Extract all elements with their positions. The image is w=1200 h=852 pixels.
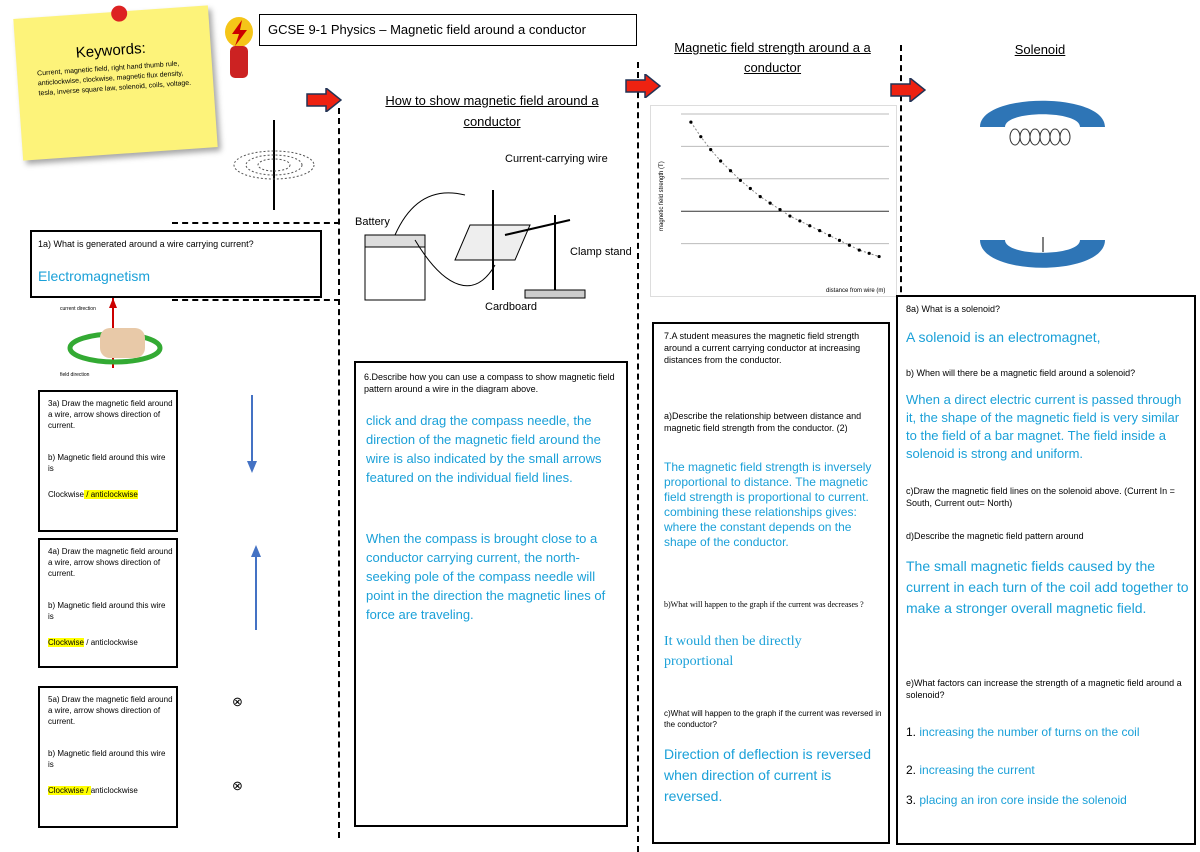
q7-c: c)What will happen to the graph if the current was reversed in the conductor? [664,709,882,729]
data-point [858,248,861,251]
q7-intro: 7.A student measures the magnetic field strength around a current carrying conductor at increasing distances from the conductor. [664,331,861,365]
q7-c-answer[interactable]: Direction of deflection is reversed when direction of current is reversed. [664,746,871,804]
q7-a: a)Describe the relationship between distance and magnetic field strength from the conductor. (2) [664,411,862,433]
q4-a: 4a) Draw the magnetic field around a wire, arrow shows direction of current. [48,547,173,578]
label-clamp: Clamp stand [570,246,632,258]
trend-line [691,122,879,256]
pin-icon [111,5,128,22]
data-point [759,195,762,198]
col3-title: Magnetic field strength around a a conductor [674,40,871,75]
label-wire: Current-carrying wire [505,153,608,165]
q8-c: c)Draw the magnetic field lines on the solenoid above. (Current In = South, Current out= North) [906,486,1175,508]
q6-answer-2[interactable]: When the compass is brought close to a conductor carrying current, the north-seeking pole of the compass needle will point in the direction the magnetic lines of force are traveling. [366,531,606,622]
x-axis-label: distance from wire (m) [826,288,886,294]
q8-factor-2: 2. increasing the current [906,763,1035,777]
q8-a-answer[interactable]: A solenoid is an electromagnet, [906,329,1101,345]
current-into-page-icon: ⊗ [232,778,243,793]
q3-a: 3a) Draw the magnetic field around a wire, arrow shows direction of current. [48,399,173,430]
q4-box [38,538,178,668]
q5-clockwise[interactable]: Clockwise [48,786,85,795]
q1-answer[interactable]: Electromagnetism [38,268,151,284]
q8-box [896,295,1196,845]
q5-box [38,686,178,828]
col4-title: Solenoid [1014,42,1066,57]
data-point [798,219,801,222]
label-current-direction: current direction [60,306,96,312]
q8-e: e)What factors can increase the strength of a magnetic field around a solenoid? [906,678,1182,700]
data-point [788,214,791,217]
chart-frame [650,105,897,297]
divider-1 [338,108,340,838]
q7-box [652,322,890,844]
q5-a: 5a) Draw the magnetic field around a wire, arrow shows direction of current. [48,695,173,726]
q5-b: b) Magnetic field around this wire is [48,749,166,769]
arrow-right-icon [890,78,926,102]
data-point [709,148,712,151]
y-axis-label: magnetic field strength (T) [659,161,665,231]
q7-a-answer[interactable]: The magnetic field strength is inversely proportional to distance. The magnetic field strength is proportional to current. combining these relationships gives: where the constant depends on the shape of the conductor. [664,460,872,549]
q4-b: b) Magnetic field around this wire is [48,601,166,621]
data-point [729,169,732,172]
data-point [868,252,871,255]
q6-question: 6.Describe how you can use a compass to show magnetic field pattern around a wire in the diagram above. [364,372,615,394]
data-point [848,244,851,247]
keywords-note [13,5,217,160]
data-point [808,224,811,227]
data-point [778,208,781,211]
flash-logo-icon [222,14,256,80]
divider-h [172,222,340,224]
q7-b: b)What will happen to the graph if the current was decreases ? [664,600,864,609]
apparatus-diagram [355,150,635,320]
current-into-page-icon: ⊗ [232,694,243,709]
current-down-arrow [244,395,260,475]
q3-options: Clockwise / anticlockwise [48,490,138,499]
q8-d: d)Describe the magnetic field pattern around [906,531,1084,541]
label-field-direction: field direction [60,372,90,378]
q3-box [38,390,178,532]
divider-2 [637,62,639,852]
keywords-text: Current, magnetic field, right hand thumb rule, anticlockwise, clockwise, magnetic flux density, tesla, inverse square law, solenoid, coils, voltage. [36,60,192,98]
q6-answer-1[interactable]: click and drag the compass needle, the direction of the magnetic field around the wire is also indicated by the small arrows featured on the individual field lines. [366,413,602,485]
q1-question: 1a) What is generated around a wire carrying current? [38,239,254,249]
solenoid-diagram [975,92,1110,272]
page-title-box [259,14,637,46]
q1-box [30,230,322,298]
q8-factor-3: 3. placing an iron core inside the solenoid [906,793,1127,807]
data-point [828,234,831,237]
q3-anticlockwise[interactable]: anticlockwise [90,490,138,499]
q3-b: b) Magnetic field around this wire is [48,453,166,473]
keywords-title: Keywords: [75,39,147,62]
data-point [689,121,692,124]
col2-title: How to show magnetic field around a conductor [385,93,599,129]
q4-options: Clockwise / anticlockwise [48,638,138,647]
data-point [838,239,841,242]
label-battery: Battery [355,216,390,228]
data-point [739,179,742,182]
q6-box [354,361,628,827]
q5-anticlockwise[interactable]: anticlockwise [90,786,138,795]
right-hand-rule-diagram [60,298,170,383]
data-point [877,255,880,258]
q8-b: b) When will there be a magnetic field around a solenoid? [906,368,1136,378]
arrow-right-icon [306,88,342,112]
data-point [769,202,772,205]
data-point [719,159,722,162]
q8-d-answer[interactable]: The small magnetic fields caused by the current in each turn of the coil add together to make a stronger overall magnetic field. [906,558,1189,616]
q3-clockwise[interactable]: Clockwise [48,490,85,499]
data-point [818,229,821,232]
q4-anticlockwise[interactable]: anticlockwise [90,638,138,647]
field-strength-chart [651,106,896,296]
q8-factor-1: 1. increasing the number of turns on the coil [906,725,1140,739]
q8-a: 8a) What is a solenoid? [906,304,1001,314]
q5-options: Clockwise / anticlockwise [48,786,138,795]
field-rings-diagram [228,115,328,215]
label-cardboard: Cardboard [485,301,537,313]
data-point [749,187,752,190]
current-up-arrow [248,545,264,630]
divider-h2 [172,299,340,301]
q4-clockwise[interactable]: Clockwise [48,638,85,647]
q8-b-answer[interactable]: When a direct electric current is passed through it, the shape of the magnetic field is very similar to the field of a bar magnet. The field inside a solenoid is strong and uniform. [906,392,1182,461]
q7-b-answer[interactable]: It would then be directly proportional [664,634,802,669]
data-point [699,135,702,138]
page-title: GCSE 9-1 Physics – Magnetic field around a conductor [268,22,586,37]
